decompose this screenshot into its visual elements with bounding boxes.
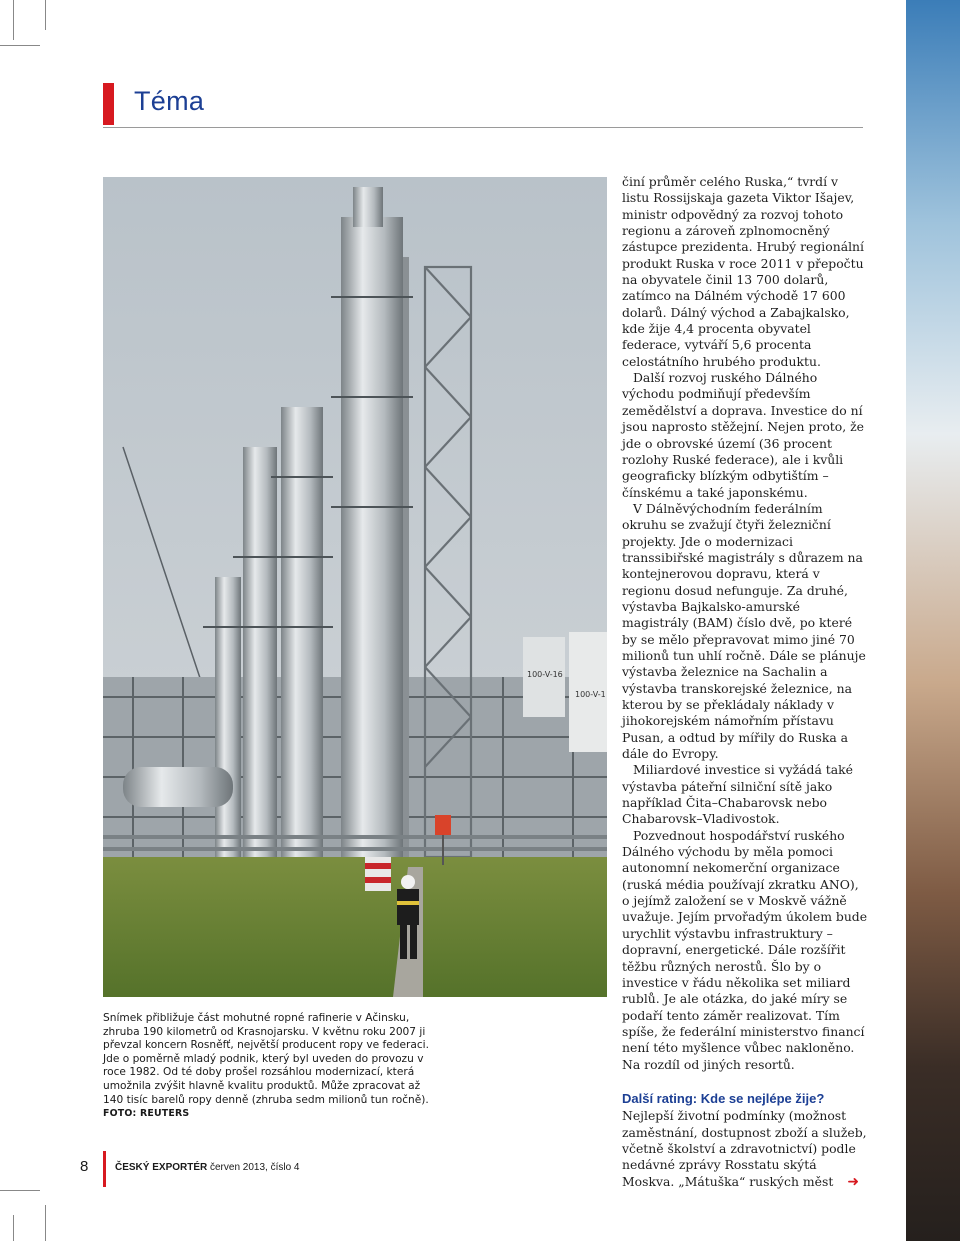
article-paragraph: Miliardové investice si vyžádá také výstavba páteřní silniční sítě jako například Čita–Chabarovsk nebo Chabarovsk–Vladivostok. [622, 762, 853, 827]
refinery-photo [103, 177, 607, 997]
crop-mark [0, 1190, 40, 1191]
footer-divider [103, 1151, 106, 1187]
caption-text: Snímek přibližuje část mohutné ropné rafinerie v Ačinsku, zhruba 190 kilometrů od Krasnojarsku. V květnu roku 2007 ji převzal koncern Rosněfť, největší producent ropy ve federaci. Jde o poměrně mladý podnik, který byl uveden do provozu v roce 1982. Od té doby prošel rozsáhlou modernizací, která umožnila zvýšit hlavně kvalitu produktů. Může zpracovat až 140 tisíc barelů ropy denně (zhruba sedm milionů tun ročně). [103, 1012, 429, 1106]
page-number: 8 [80, 1158, 89, 1175]
tank-label: 100-V-16 [527, 670, 563, 679]
crop-mark [0, 45, 40, 46]
article-paragraph: činí průměr celého Ruska,“ tvrdí v listu Rossijskaja gazeta Viktor Išajev, ministr odpovědný za rozvoj tohoto regionu a zároveň zplnomocněný zástupce prezidenta. Hrubý regionální produkt Ruska v roce 2011 v přepočtu na obyvatele činil 13 700 dolarů, zatímco na Dálném východě 17 600 dolarů. Dálný východ a Zabajkalsko, kde žije 4,4 procenta obyvatel federace, vytváří 5,6 procenta celostátního hrubého produktu. [622, 174, 865, 369]
crop-mark [13, 0, 14, 40]
article-paragraph: Další rozvoj ruského Dálného východu podmiňují především zemědělství a doprava. Investice do ní jsou naprosto stěžejní. Nejen proto, že jde o obrovské území (36 procent rozlohy Ruské federace), ale i kvůli geograficky blízkým odbytištím – čínskému a také japonskému. [622, 370, 864, 500]
page-footer [0, 1150, 960, 1190]
crop-mark [45, 0, 46, 30]
tank-label: 100-V-1 [575, 690, 606, 699]
crop-mark [13, 1215, 14, 1241]
article-subheading: Další rating: Kde se nejlépe žije? [622, 1090, 825, 1106]
closing-text: Nejlepší životní podmínky (možnost zaměstnání, dostupnost zboží a služeb, včetně školství a zdravotnictví) podle nedávné zprávy Rosstatu skýtá Moskva. „Mátuška“ ruských měst [622, 1108, 867, 1189]
photo-credit: FOTO: REUTERS [103, 1108, 190, 1120]
issue-info: červen 2013, číslo 4 [210, 1162, 300, 1173]
magazine-name: ČESKÝ EXPORTÉR [115, 1162, 208, 1173]
crop-mark [45, 1205, 46, 1241]
section-marker [103, 83, 114, 125]
article-column [622, 174, 868, 1190]
article-paragraph: V Dálněvýchodním federálním okruhu se zvažují čtyři železniční projekty. Jde o modernizaci transsibiřské magistrály s důrazem na kontejnerovou dopravu, která v regionu dosud nefunguje. Za druhé, výstavba Bajkalsko-amurské magistrály (BAM) číslo dvě, po které by se mělo přepravovat mimo jiné 70 milionů tun uhlí ročně. Dále se plánuje výstavba železnice na Sachalin a výstavba transkorejské železnice, na kterou by se překládaly náklady v jihokorejském námořním přístavu Pusan, a odtud by mířily do Ruska a dále do Evropy. [622, 500, 866, 762]
photo-caption [103, 1012, 433, 1121]
adjacent-page-image [906, 0, 960, 1241]
header-divider [103, 127, 863, 128]
continue-arrow-icon: ➜ [847, 1173, 860, 1190]
section-title: Téma [134, 86, 205, 116]
article-paragraph: Pozvednout hospodářství ruského Dálného východu by měla pomoci autonomní nekomerční organizace (ruská média používají zkratku ANO), o jejímž založení se v Moskvě vážně uvažuje. Jejím prvořadým úkolem bude urychlit výstavbu infrastruktury – dopravní, energetické. Dále rozšířit těžbu různých nerostů. Šlo by o investice v řádu několika set miliard rublů. Je ale otázka, do jaké míry se podaří tento záměr realizovat. Tím spíše, že federální ministerstvo financí není této myšlence vůbec nakloněno. Na rozdíl od jiných resortů. [622, 827, 868, 1072]
